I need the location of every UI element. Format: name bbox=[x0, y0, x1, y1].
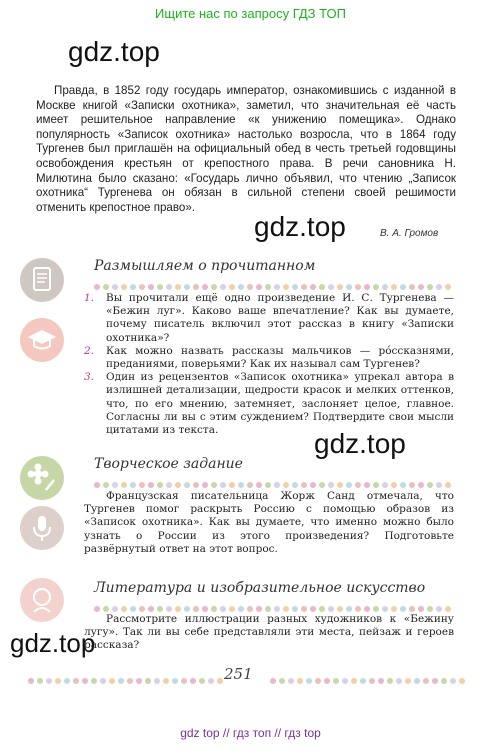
divider-dot bbox=[391, 284, 397, 290]
divider-dot bbox=[337, 606, 343, 612]
divider-dot bbox=[445, 482, 451, 488]
divider-dot bbox=[427, 606, 433, 612]
question-text: Вы прочитали ещё одно произведение И. С. Тургенева — «Бежин луг». Каково ваше впечатление? Как вы думаете, почему писатель включил этот рассказ в книгу «Записки охотника»? bbox=[106, 292, 454, 344]
divider-dot bbox=[337, 482, 343, 488]
divider-dot bbox=[337, 284, 343, 290]
divider-dot bbox=[391, 606, 397, 612]
divider-dot bbox=[355, 284, 361, 290]
divider-dot bbox=[292, 606, 298, 612]
divider-dot bbox=[436, 482, 442, 488]
divider-dot bbox=[121, 606, 127, 612]
divider-dot bbox=[346, 606, 352, 612]
creative-task-text: Французская писательница Жорж Санд отмечала, что Тургенев помог раскрыть Россию с помощью образов из «Записок охотника». Как вы думаете, что именно можно было узнать о России из этого произведения? Подготовьте развёрнутый ответ на этот вопрос. bbox=[84, 490, 454, 555]
divider-dot bbox=[184, 606, 190, 612]
divider-dot bbox=[283, 606, 289, 612]
divider-dot bbox=[414, 678, 420, 684]
divider-dot bbox=[405, 678, 411, 684]
divider-dot bbox=[378, 678, 384, 684]
divider-dot bbox=[418, 482, 424, 488]
footer-links[interactable]: gdz top // гдз топ // гдз top bbox=[180, 726, 321, 740]
dotted-divider bbox=[94, 598, 454, 606]
dotted-divider bbox=[94, 474, 454, 482]
divider-dot bbox=[193, 284, 199, 290]
dotted-divider bbox=[94, 276, 454, 284]
divider-dot bbox=[436, 284, 442, 290]
divider-dot bbox=[238, 482, 244, 488]
divider-dot bbox=[130, 482, 136, 488]
divider-dot bbox=[247, 482, 253, 488]
divider-dot bbox=[112, 606, 118, 612]
divider-dot bbox=[459, 678, 465, 684]
classical-head-icon bbox=[20, 578, 64, 622]
divider-dot bbox=[148, 482, 154, 488]
divider-dot bbox=[247, 606, 253, 612]
question-text: Как можно назвать рассказы мальчиков — рóссказнями, преданиями, поверьями? Как их называл сам Тургенев? bbox=[106, 344, 454, 371]
watermark: gdz.top bbox=[254, 211, 346, 242]
divider-dot bbox=[292, 482, 298, 488]
intro-paragraph: Правда, в 1852 году государь император, ознакомившись с изданной в Москве книгой «Записки охотника», заметил, что значительная её часть имеет решительное направление «к унижению помещика». Однако популярность «Записок охотника» настолько возросла, что в 1864 году Тургенев был приглашён на официальный обед в честь третьей годовщины освобождения крестьян от крепостного права. В речи сановника Н. Милютина было сказано: «Государь лично объявил, что чтению „Записок охотника“ Тургенева он обязан в сильной степени своей решимости отменить крепостное право». bbox=[36, 84, 456, 214]
divider-dot bbox=[310, 606, 316, 612]
divider-dot bbox=[109, 678, 115, 684]
divider-dot bbox=[256, 284, 262, 290]
list-item bbox=[84, 371, 454, 437]
divider-dot bbox=[139, 482, 145, 488]
microphone-icon bbox=[20, 506, 64, 550]
divider-dot bbox=[427, 482, 433, 488]
divider-dot bbox=[418, 606, 424, 612]
divider-dot bbox=[333, 678, 339, 684]
divider-dot bbox=[202, 606, 208, 612]
section-title-reflection: Размышляем о прочитанном bbox=[94, 258, 316, 274]
divider-dot bbox=[328, 482, 334, 488]
divider-dot bbox=[139, 284, 145, 290]
divider-dot bbox=[387, 678, 393, 684]
divider-dot bbox=[148, 606, 154, 612]
divider-dot bbox=[163, 678, 169, 684]
divider-dot bbox=[112, 482, 118, 488]
divider-dot bbox=[229, 482, 235, 488]
divider-dot bbox=[315, 678, 321, 684]
divider-dot bbox=[145, 678, 151, 684]
divider-dot bbox=[199, 678, 205, 684]
divider-dot bbox=[351, 678, 357, 684]
top-banner[interactable]: Ищите нас по запросу ГДЗ ТОП bbox=[155, 6, 346, 21]
divider-dot bbox=[211, 284, 217, 290]
divider-dot bbox=[301, 482, 307, 488]
divider-dot bbox=[238, 284, 244, 290]
divider-dot bbox=[193, 482, 199, 488]
divider-dot bbox=[297, 678, 303, 684]
divider-dot bbox=[202, 482, 208, 488]
divider-dot bbox=[256, 482, 262, 488]
divider-dot bbox=[202, 284, 208, 290]
divider-dot bbox=[310, 284, 316, 290]
divider-dot bbox=[100, 678, 106, 684]
divider-dot bbox=[360, 678, 366, 684]
divider-dot bbox=[166, 606, 172, 612]
divider-dot bbox=[184, 284, 190, 290]
divider-dot bbox=[130, 284, 136, 290]
divider-dot bbox=[181, 678, 187, 684]
divider-dot bbox=[274, 606, 280, 612]
divider-dot bbox=[148, 284, 154, 290]
divider-dot bbox=[328, 284, 334, 290]
divider-dot bbox=[220, 606, 226, 612]
divider-dot bbox=[112, 284, 118, 290]
divider-dot bbox=[445, 284, 451, 290]
divider-dot bbox=[175, 606, 181, 612]
divider-dot bbox=[319, 606, 325, 612]
divider-dot bbox=[94, 482, 100, 488]
divider-dot bbox=[220, 284, 226, 290]
watermark: gdz.top bbox=[10, 628, 96, 658]
divider-dot bbox=[310, 482, 316, 488]
question-number: 3. bbox=[84, 371, 95, 384]
divider-dot bbox=[121, 284, 127, 290]
list-item bbox=[84, 345, 454, 371]
divider-dot bbox=[396, 678, 402, 684]
graduation-cap-icon bbox=[20, 318, 64, 362]
divider-dot bbox=[193, 606, 199, 612]
divider-dot bbox=[409, 284, 415, 290]
scroll-icon bbox=[20, 258, 64, 302]
divider-dot bbox=[64, 678, 70, 684]
divider-dot bbox=[217, 678, 223, 684]
divider-dot bbox=[450, 678, 456, 684]
list-item bbox=[84, 292, 454, 345]
divider-dot bbox=[301, 606, 307, 612]
divider-dot bbox=[37, 678, 43, 684]
divider-dot bbox=[423, 678, 429, 684]
divider-dot bbox=[229, 284, 235, 290]
dotted-divider bbox=[270, 670, 470, 678]
divider-dot bbox=[103, 284, 109, 290]
divider-dot bbox=[247, 284, 253, 290]
divider-dot bbox=[409, 482, 415, 488]
divider-dot bbox=[136, 678, 142, 684]
divider-dot bbox=[274, 284, 280, 290]
question-number: 2. bbox=[84, 344, 95, 357]
divider-dot bbox=[418, 284, 424, 290]
divider-dot bbox=[238, 606, 244, 612]
divider-dot bbox=[324, 678, 330, 684]
divider-dot bbox=[355, 606, 361, 612]
question-text: Один из рецензентов «Записок охотника» упрекал автора в излишней детализации, щедрости красок и мелких оттенков, что, по его мнению, затемняет, заслоняет целое, главное. Согласны ли вы с этим суждением? Подтвердите свои мысли цитатами из текста. bbox=[106, 371, 454, 437]
divider-dot bbox=[400, 482, 406, 488]
divider-dot bbox=[175, 482, 181, 488]
section-title-creative-task: Творческое задание bbox=[94, 456, 243, 472]
author-signature: В. А. Громов bbox=[380, 228, 439, 239]
divider-dot bbox=[319, 482, 325, 488]
divider-dot bbox=[157, 482, 163, 488]
divider-dot bbox=[256, 606, 262, 612]
divider-dot bbox=[94, 606, 100, 612]
divider-dot bbox=[373, 482, 379, 488]
watermark: gdz.top bbox=[314, 428, 406, 459]
divider-dot bbox=[265, 482, 271, 488]
divider-dot bbox=[288, 678, 294, 684]
divider-dot bbox=[28, 678, 34, 684]
divider-dot bbox=[211, 606, 217, 612]
divider-dot bbox=[208, 678, 214, 684]
divider-dot bbox=[190, 678, 196, 684]
divider-dot bbox=[82, 678, 88, 684]
divider-dot bbox=[382, 606, 388, 612]
divider-dot bbox=[55, 678, 61, 684]
divider-dot bbox=[157, 284, 163, 290]
dotted-divider bbox=[28, 670, 228, 678]
divider-dot bbox=[103, 606, 109, 612]
section-title-literature-art: Литература и изобразительное искусство bbox=[94, 580, 426, 596]
page-number: 251 bbox=[224, 665, 253, 683]
divider-dot bbox=[382, 284, 388, 290]
literature-art-text: Рассмотрите иллюстрации разных художников к «Бежину лугу». Так ли вы себе представляли эти места, пейзаж и героев рассказа? bbox=[84, 613, 454, 652]
divider-dot bbox=[274, 482, 280, 488]
divider-dot bbox=[127, 678, 133, 684]
divider-dot bbox=[91, 678, 97, 684]
divider-dot bbox=[73, 678, 79, 684]
divider-dot bbox=[364, 284, 370, 290]
divider-dot bbox=[139, 606, 145, 612]
question-number: 1. bbox=[84, 292, 95, 304]
divider-dot bbox=[301, 284, 307, 290]
divider-dot bbox=[172, 678, 178, 684]
divider-dot bbox=[46, 678, 52, 684]
flower-pen-icon bbox=[20, 456, 64, 500]
divider-dot bbox=[319, 284, 325, 290]
divider-dot bbox=[229, 606, 235, 612]
divider-dot bbox=[157, 606, 163, 612]
divider-dot bbox=[118, 678, 124, 684]
divider-dot bbox=[184, 482, 190, 488]
divider-dot bbox=[279, 678, 285, 684]
divider-dot bbox=[346, 284, 352, 290]
divider-dot bbox=[328, 606, 334, 612]
divider-dot bbox=[364, 482, 370, 488]
divider-dot bbox=[427, 284, 433, 290]
watermark: gdz.top bbox=[68, 36, 160, 67]
divider-dot bbox=[400, 284, 406, 290]
divider-dot bbox=[445, 606, 451, 612]
divider-dot bbox=[373, 284, 379, 290]
divider-dot bbox=[364, 606, 370, 612]
divider-dot bbox=[436, 606, 442, 612]
divider-dot bbox=[355, 482, 361, 488]
divider-dot bbox=[265, 606, 271, 612]
divider-dot bbox=[373, 606, 379, 612]
divider-dot bbox=[130, 606, 136, 612]
divider-dot bbox=[369, 678, 375, 684]
divider-dot bbox=[154, 678, 160, 684]
divider-dot bbox=[283, 284, 289, 290]
divider-dot bbox=[400, 606, 406, 612]
divider-dot bbox=[265, 284, 271, 290]
divider-dot bbox=[175, 284, 181, 290]
divider-dot bbox=[441, 678, 447, 684]
divider-dot bbox=[121, 482, 127, 488]
divider-dot bbox=[292, 284, 298, 290]
divider-dot bbox=[382, 482, 388, 488]
divider-dot bbox=[391, 482, 397, 488]
divider-dot bbox=[103, 482, 109, 488]
divider-dot bbox=[342, 678, 348, 684]
divider-dot bbox=[306, 678, 312, 684]
divider-dot bbox=[220, 482, 226, 488]
divider-dot bbox=[94, 284, 100, 290]
divider-dot bbox=[166, 482, 172, 488]
divider-dot bbox=[166, 284, 172, 290]
divider-dot bbox=[270, 678, 276, 684]
divider-dot bbox=[432, 678, 438, 684]
divider-dot bbox=[283, 482, 289, 488]
divider-dot bbox=[211, 482, 217, 488]
divider-dot bbox=[409, 606, 415, 612]
questions-list bbox=[84, 292, 454, 437]
divider-dot bbox=[346, 482, 352, 488]
